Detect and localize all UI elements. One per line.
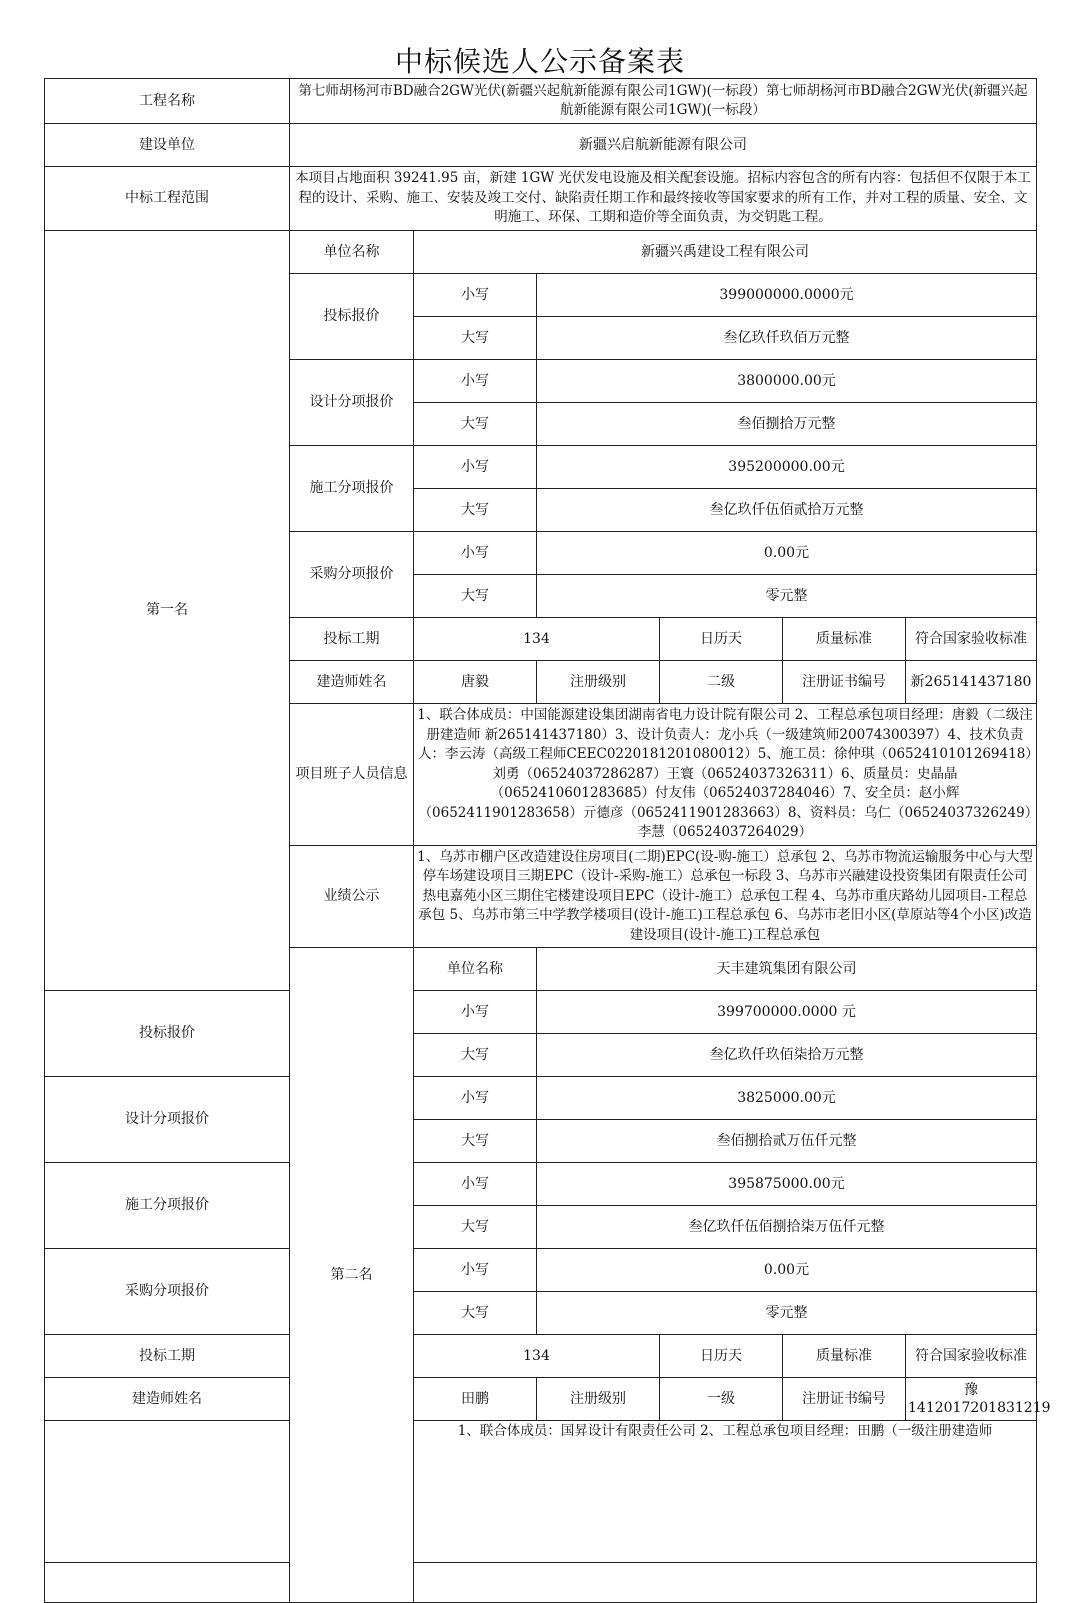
c1-procurement-small-label: 小写	[414, 532, 537, 575]
c1-procurement-large-label: 大写	[414, 575, 537, 618]
c1-team-label: 项目班子人员信息	[290, 704, 414, 846]
c2-cert-line2: 1412017201831219	[908, 1400, 1051, 1416]
record-table	[44, 78, 1051, 1603]
c2-bid-large: 叁亿玖仟玖佰柒拾万元整	[537, 1034, 1037, 1077]
c2-design-small-row	[45, 1077, 1037, 1120]
c1-cert-label: 注册证书编号	[783, 661, 906, 704]
c1-unit-row	[45, 231, 1037, 274]
scope-row	[45, 167, 1037, 231]
c2-construction-large: 叁亿玖仟伍佰捌拾柒万伍仟元整	[537, 1206, 1037, 1249]
owner-row	[45, 124, 1037, 167]
c1-level-label: 注册级别	[537, 661, 660, 704]
c2-level-label: 注册级别	[537, 1378, 660, 1421]
c1-level: 二级	[660, 661, 783, 704]
c2-procurement-small: 0.00元	[537, 1249, 1037, 1292]
owner-label: 建设单位	[45, 124, 290, 167]
c1-construction-large: 叁亿玖仟伍佰贰拾万元整	[537, 489, 1037, 532]
c2-bid-small-label: 小写	[414, 991, 537, 1034]
c1-procurement-large: 零元整	[537, 575, 1037, 618]
c2-design-large-label: 大写	[414, 1120, 537, 1163]
c2-team: 1、联合体成员：国昇设计有限责任公司 2、工程总承包项目经理：田鹏（一级注册建造师	[414, 1421, 1037, 1563]
c2-level: 一级	[660, 1378, 783, 1421]
c2-filler-row	[45, 1563, 1037, 1603]
c1-bid-large-label: 大写	[414, 317, 537, 360]
c1-unit-label: 单位名称	[290, 231, 414, 274]
c1-construction-large-label: 大写	[414, 489, 537, 532]
c2-team-label	[45, 1421, 290, 1563]
c2-construction-small-row	[45, 1163, 1037, 1206]
c1-design-large: 叁佰捌拾万元整	[537, 403, 1037, 446]
c1-design-small: 3800000.00元	[537, 360, 1037, 403]
c1-design-label: 设计分项报价	[290, 360, 414, 446]
c1-builder: 唐毅	[414, 661, 537, 704]
c2-design-small: 3825000.00元	[537, 1077, 1037, 1120]
page-title: 中标候选人公示备案表	[394, 45, 685, 78]
c2-unit-name: 天丰建筑集团有限公司	[537, 948, 1037, 991]
c1-procurement-small: 0.00元	[537, 532, 1037, 575]
c2-builder-label: 建造师姓名	[45, 1378, 290, 1421]
c1-bid-label: 投标报价	[290, 274, 414, 360]
c2-filler-label	[45, 1563, 290, 1603]
c1-rank: 第一名	[45, 231, 290, 991]
c1-builder-label: 建造师姓名	[290, 661, 414, 704]
c2-builder-row	[45, 1378, 1037, 1421]
c2-quality-label: 质量标准	[783, 1335, 906, 1378]
c2-cert-line1: 豫	[964, 1382, 978, 1398]
c1-bid-small-label: 小写	[414, 274, 537, 317]
c1-design-large-label: 大写	[414, 403, 537, 446]
c1-unit-name: 新疆兴禹建设工程有限公司	[414, 231, 1037, 274]
scope-label: 中标工程范围	[45, 167, 290, 231]
c1-bid-large: 叁亿玖仟玖佰万元整	[537, 317, 1037, 360]
c1-performance-label: 业绩公示	[290, 846, 414, 948]
c2-duration-row	[45, 1335, 1037, 1378]
c1-design-small-label: 小写	[414, 360, 537, 403]
owner-value: 新疆兴启航新能源有限公司	[290, 124, 1037, 167]
c2-procurement-small-label: 小写	[414, 1249, 537, 1292]
project-name-row	[45, 79, 1037, 124]
c2-procurement-label: 采购分项报价	[45, 1249, 290, 1335]
c2-design-label: 设计分项报价	[45, 1077, 290, 1163]
c1-calendar-days: 日历天	[660, 618, 783, 661]
c2-construction-label: 施工分项报价	[45, 1163, 290, 1249]
c2-duration-label: 投标工期	[45, 1335, 290, 1378]
c2-calendar-days: 日历天	[660, 1335, 783, 1378]
project-name-label: 工程名称	[45, 79, 290, 124]
c2-cert-label: 注册证书编号	[783, 1378, 906, 1421]
c1-construction-label: 施工分项报价	[290, 446, 414, 532]
c2-duration: 134	[414, 1335, 660, 1378]
record-table-wrapper	[44, 78, 1051, 1448]
c1-team: 1、联合体成员：中国能源建设集团湖南省电力设计院有限公司 2、工程总承包项目经理：唐毅（二级注册建造师 新265141437180）3、设计负责人：龙小兵（一级建筑师20074300397）4、技术负责人：李云涛（高级工程师CEEC0220181201080012）5、施工员：徐仲琪（0652410101269418）刘勇（06524037286287）王寰（06524037326311）6、质量员：史晶晶（0652410601283685）付友伟（06524037284046）7、安全员：赵小辉（0652411901283658）亓德彦（0652411901283663）8、资料员：乌仁（06524037326249）李慧（06524037264029）	[414, 704, 1037, 846]
c2-cert	[906, 1378, 1051, 1421]
c1-quality-label: 质量标准	[783, 618, 906, 661]
c2-construction-small-label: 小写	[414, 1163, 537, 1206]
c2-design-small-label: 小写	[414, 1077, 537, 1120]
c2-procurement-large: 零元整	[537, 1292, 1037, 1335]
c2-design-large: 叁佰捌拾贰万伍仟元整	[537, 1120, 1037, 1163]
c2-bid-label: 投标报价	[45, 991, 290, 1077]
c1-construction-small: 395200000.00元	[537, 446, 1037, 489]
c2-unit-label: 单位名称	[414, 948, 537, 991]
c1-duration: 134	[414, 618, 660, 661]
c1-procurement-label: 采购分项报价	[290, 532, 414, 618]
c1-construction-small-label: 小写	[414, 446, 537, 489]
c2-construction-large-label: 大写	[414, 1206, 537, 1249]
c2-bid-small-row	[45, 991, 1037, 1034]
scope-value: 本项目占地面积 39241.95 亩，新建 1GW 光伏发电设施及相关配套设施。招标内容包含的所有内容：包括但不仅限于本工程的设计、采购、施工、安装及竣工交付、缺陷责任期工作和最终接收等国家要求的所有工作，并对工程的质量、安全、文明施工、环保、工期和造价等全面负责，为交钥匙工程。	[290, 167, 1037, 231]
c2-construction-small: 395875000.00元	[537, 1163, 1037, 1206]
c2-team-row	[45, 1421, 1037, 1563]
c2-procurement-large-label: 大写	[414, 1292, 537, 1335]
c2-bid-large-label: 大写	[414, 1034, 537, 1077]
c2-procurement-small-row	[45, 1249, 1037, 1292]
c2-builder: 田鹏	[414, 1378, 537, 1421]
c2-bid-small: 399700000.0000 元	[537, 991, 1037, 1034]
project-name-value: 第七师胡杨河市BD融合2GW光伏(新疆兴起航新能源有限公司1GW)(一标段）第七师胡杨河市BD融合2GW光伏(新疆兴起航新能源有限公司1GW)(一标段）	[290, 79, 1037, 124]
c1-cert: 新265141437180	[906, 661, 1037, 704]
c1-bid-small: 399000000.0000元	[537, 274, 1037, 317]
c2-rank: 第二名	[290, 948, 414, 1603]
c1-performance: 1、乌苏市棚户区改造建设住房项目(二期)EPC(设-购-施工）总承包 2、乌苏市物流运输服务中心与大型停车场建设项目三期EPC（设计-采购-施工）总承包一标段 3、乌苏市兴融建设投资集团有限责任公司热电嘉苑小区三期住宅楼建设项目EPC（设计-施工）总承包工程 4、乌苏市重庆路幼儿园项目-工程总承包 5、乌苏市第三中学教学楼项目(设计-施工)工程总承包 6、乌苏市老旧小区(草原站等4个小区)改造建设项目(设计-施工)工程总承包	[414, 846, 1037, 948]
c1-duration-label: 投标工期	[290, 618, 414, 661]
c2-quality: 符合国家验收标准	[906, 1335, 1037, 1378]
c2-filler-value	[414, 1563, 1037, 1603]
c1-quality: 符合国家验收标准	[906, 618, 1037, 661]
